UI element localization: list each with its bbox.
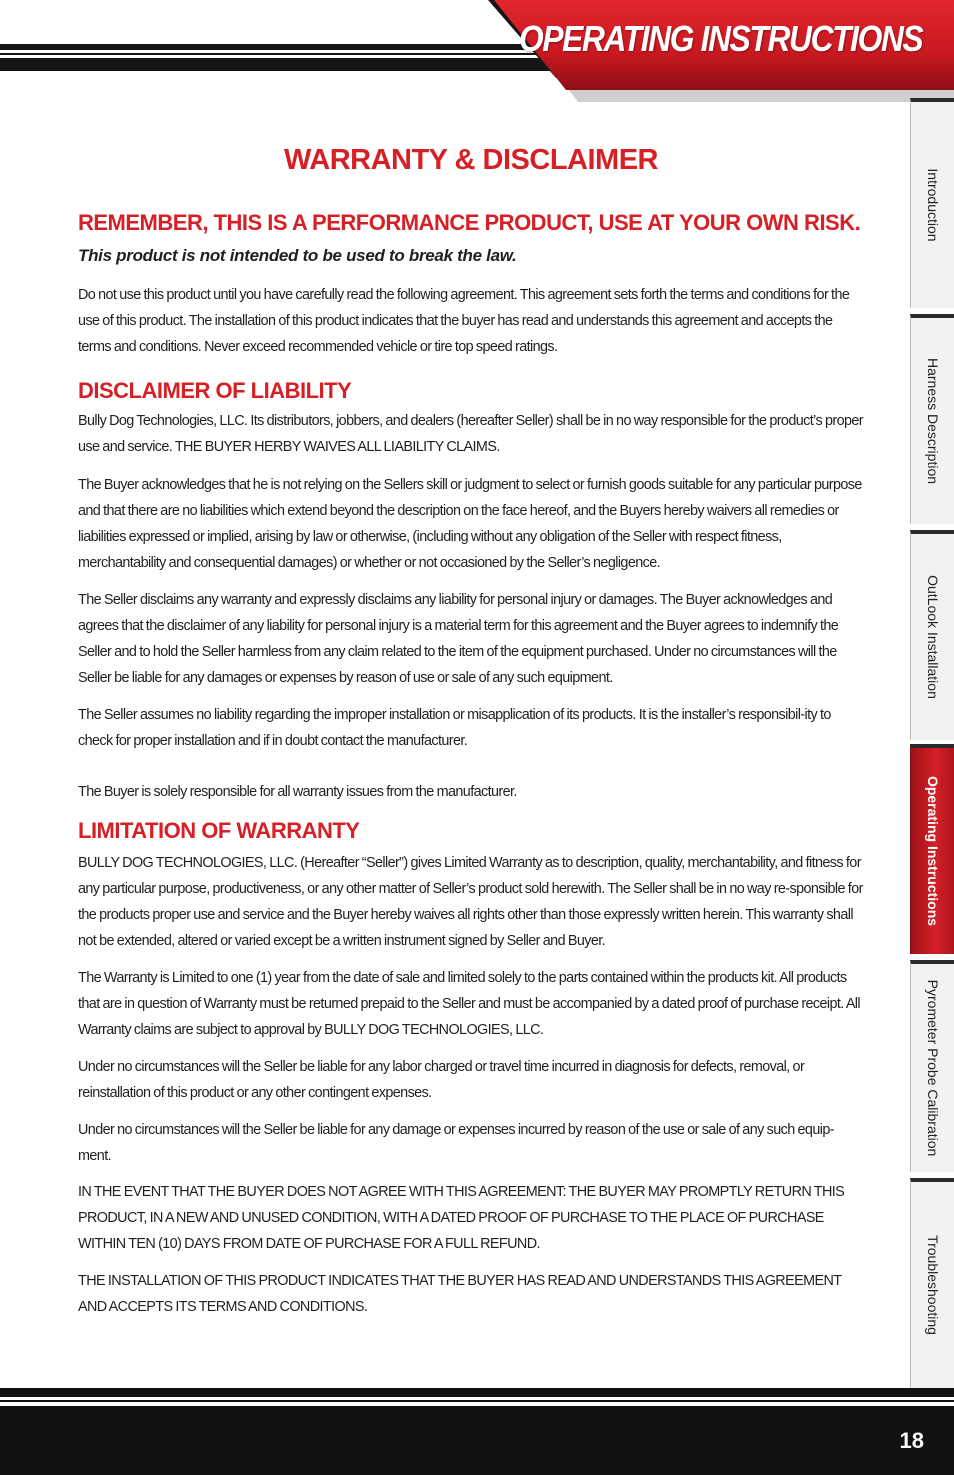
disclaimer-paragraph: The Buyer is solely responsible for all warranty issues from the manufacturer. bbox=[78, 784, 517, 800]
tab-outlook-installation[interactable] bbox=[910, 530, 954, 740]
tab-label: Introduction bbox=[924, 168, 941, 242]
section-tabs bbox=[910, 98, 954, 1390]
limitation-paragraph: IN THE EVENT THAT THE BUYER DOES NOT AGREE WITH THIS AGREEMENT: THE BUYER MAY PROMPTLY RETURN THIS PRODUCT, IN A NEW AND UNUSED CONDITION, WITH A DATED PROOF OF PURCHASE TO THE PLACE OF PURCHASE WITHIN TEN (10) DAYS FROM DATE OF PURCHASE FOR A FULL REFUND. bbox=[78, 1184, 845, 1252]
tab-introduction[interactable] bbox=[910, 98, 954, 308]
limitation-paragraph: Under no circumstances will the Seller be liable for any damage or expenses incurred by reason of the use or sale of any such equip-ment. bbox=[78, 1122, 834, 1164]
footer-stripe bbox=[0, 1388, 954, 1397]
footer-stripe bbox=[0, 1400, 954, 1402]
disclaimer-heading: DISCLAIMER OF LIABILITY bbox=[78, 378, 352, 403]
limitation-paragraph: THE INSTALLATION OF THIS PRODUCT INDICATES THAT THE BUYER HAS READ AND UNDERSTANDS THIS AGREEMENT AND ACCEPTS ITS TERMS AND CONDITIONS. bbox=[78, 1273, 842, 1315]
limitation-paragraph: BULLY DOG TECHNOLOGIES, LLC. (Hereafter “Seller”) gives Limited Warranty as to description, quality, merchantability, and fitness for any particular purpose, productiveness, or any other matter of Seller’s product sold herewith. The Seller shall be in no way re-sponsible for the products proper use and service and the Buyer hereby waives all rights other than those expressly written herein. This warranty shall not be extended, altered or varied except be a written instrument signed by Seller and Buyer. bbox=[78, 855, 863, 949]
tab-label: Harness Description bbox=[924, 357, 941, 485]
page-title: WARRANTY & DISCLAIMER bbox=[283, 144, 659, 176]
tab-operating-instructions[interactable] bbox=[910, 744, 954, 954]
tab-harness-description[interactable] bbox=[910, 314, 954, 524]
disclaimer-paragraph: The Seller disclaims any warranty and expressly disclaims any liability for personal injury or damages. The Buyer acknowledges and agrees that the disclaimer of any liability for personal injury is a material term for this agreement and the Buyer agrees to indemnify the Seller and to hold the Seller harmless from any claim related to the item of the equipment purchased. Under no circumstances will the Seller be liable for any damages or expenses by reason of use or sale of any such equipment. bbox=[78, 592, 839, 686]
disclaimer-paragraph: Bully Dog Technologies, LLC. Its distributors, jobbers, and dealers (hereafter Seller) shall be in no way responsible for the product’s proper use and service. THE BUYER HERBY WAIVES ALL LIABILITY CLAIMS. bbox=[78, 413, 863, 455]
risk-paragraph: Do not use this product until you have carefully read the following agreement. This agreement sets forth the terms and conditions for the use of this product. The installation of this product indicates that the buyer has read and understands this agreement and accepts the terms and conditions. Never exceed recommended vehicle or tire top speed ratings. bbox=[78, 287, 850, 355]
disclaimer-paragraph: The Buyer acknowledges that he is not relying on the Sellers skill or judgment to select or furnish goods suitable for any particular purpose and that there are no liabilities which extend beyond the description on the face hereof, and the Buyers hereby waivers all remedies or liabilities expressed or implied, arising by law or otherwise, (including without any obligation of the Seller with respect fitness, merchantability and consequential damages) or whether or not occasioned by the Seller’s negligence. bbox=[78, 477, 862, 571]
limitation-paragraph: Under no circumstances will the Seller be liable for any labor charged or travel time incurred in diagnosis for defects, removal, or reinstallation of this product or any other contingent expenses. bbox=[78, 1059, 805, 1101]
tab-label: Pyrometer Probe Calibration bbox=[924, 979, 941, 1157]
risk-heading: REMEMBER, THIS IS A PERFORMANCE PRODUCT, USE AT YOUR OWN RISK. bbox=[78, 210, 861, 235]
disclaimer-paragraph: The Seller assumes no liability regarding the improper installation or misapplication of its products. It is the installer’s responsibil-ity to check for proper installation and if in doubt contact the manufacturer. bbox=[78, 707, 831, 749]
limitation-heading: LIMITATION OF WARRANTY bbox=[78, 818, 360, 843]
tab-label: Operating Instructions bbox=[924, 775, 941, 927]
tab-label: OutLook Installation bbox=[924, 575, 941, 699]
risk-subheading: This product is not intended to be used to break the law. bbox=[78, 246, 517, 265]
footer-bar bbox=[0, 1406, 954, 1475]
page-section-title: OPERATING INSTRUCTIONS bbox=[518, 18, 922, 59]
tab-label: Troubleshooting bbox=[924, 1235, 941, 1335]
tab-troubleshooting[interactable] bbox=[910, 1178, 954, 1388]
limitation-paragraph: The Warranty is Limited to one (1) year from the date of sale and limited solely to the parts contained within the products kit. All products that are in question of Warranty must be returned prepaid to the Seller and must be accompanied by a dated proof of purchase receipt. All Warranty claims are subject to approval by BULLY DOG TECHNOLOGIES, LLC. bbox=[78, 970, 861, 1038]
tab-pyrometer-probe-calibration[interactable] bbox=[910, 960, 954, 1172]
page-number: 18 bbox=[899, 1428, 924, 1453]
